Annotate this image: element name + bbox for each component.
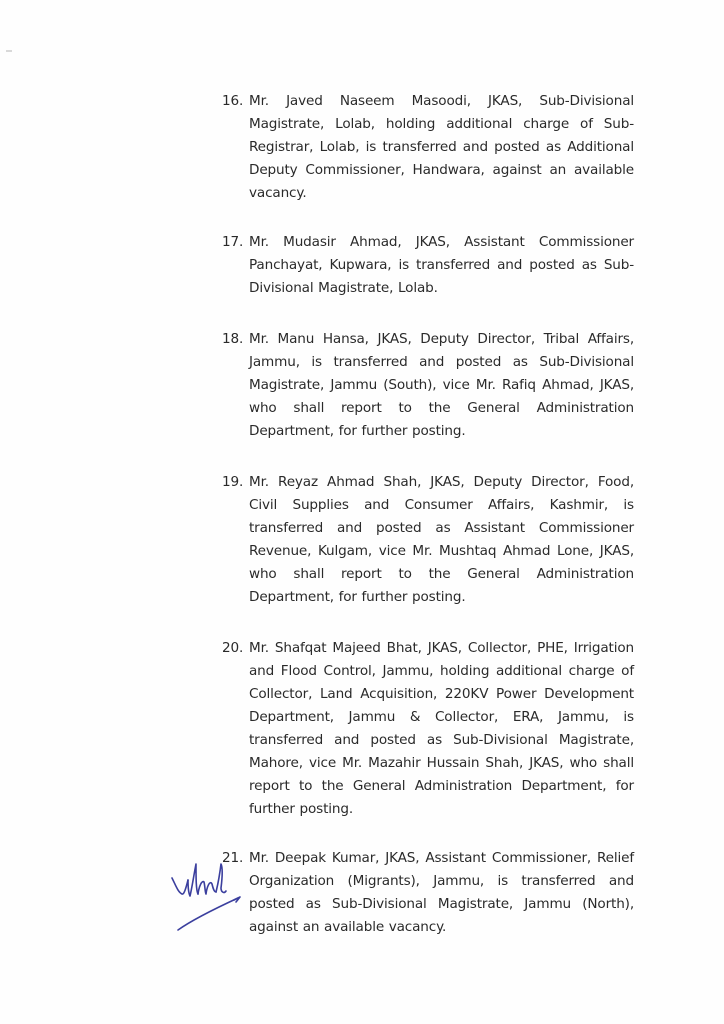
item-number: 19. bbox=[222, 474, 244, 490]
item-text: Mr. Mudasir Ahmad, JKAS, Assistant Commissioner Panchayat, Kupwara, is transferred and posted as Sub-Divisional Magistrate, Lolab. bbox=[249, 234, 634, 296]
item-number: 21. bbox=[222, 850, 244, 866]
item-text: Mr. Reyaz Ahmad Shah, JKAS, Deputy Director, Food, Civil Supplies and Consumer Affairs, Kashmir, is transferred and posted as Assistant Commissioner Revenue, Kulgam, vice Mr. Mushtaq Ahmad Lone, JKAS, who shall report to the General Administration Department, for further posting. bbox=[249, 474, 634, 605]
transfer-order-list bbox=[222, 90, 634, 965]
item-text: Mr. Deepak Kumar, JKAS, Assistant Commissioner, Relief Organization (Migrants), Jammu, is transferred and posted as Sub-Divisional Magistrate, Jammu (North), against an available vacancy. bbox=[249, 850, 634, 935]
order-item-19 bbox=[222, 471, 634, 609]
item-number: 18. bbox=[222, 331, 244, 347]
item-text: Mr. Manu Hansa, JKAS, Deputy Director, Tribal Affairs, Jammu, is transferred and posted as Sub-Divisional Magistrate, Jammu (South), vice Mr. Rafiq Ahmad, JKAS, who shall report to the General Administration Department, for further posting. bbox=[249, 331, 634, 439]
item-text: Mr. Shafqat Majeed Bhat, JKAS, Collector, PHE, Irrigation and Flood Control, Jammu, holding additional charge of Collector, Land Acquisition, 220KV Power Development Department, Jammu & Collector, ERA, Jammu, is transferred and posted as Sub-Divisional Magistrate, Mahore, vice Mr. Mazahir Hussain Shah, JKAS, who shall report to the General Administration Department, for further posting. bbox=[249, 640, 634, 817]
item-number: 16. bbox=[222, 93, 244, 109]
scan-margin-mark bbox=[6, 50, 12, 52]
item-number: 20. bbox=[222, 640, 244, 656]
signature-stroke bbox=[198, 882, 216, 894]
order-item-18 bbox=[222, 328, 634, 443]
signature-stroke bbox=[188, 864, 198, 896]
signature-stroke bbox=[178, 898, 238, 930]
signature-stroke bbox=[172, 878, 188, 894]
signature-stroke bbox=[216, 864, 226, 892]
item-text: Mr. Javed Naseem Masoodi, JKAS, Sub-Divisional Magistrate, Lolab, holding additional charge of Sub-Registrar, Lolab, is transferred and posted as Additional Deputy Commissioner, Handwara, against an available vacancy. bbox=[249, 93, 634, 201]
signature-stroke bbox=[234, 897, 240, 902]
item-number: 17. bbox=[222, 234, 244, 250]
order-item-20 bbox=[222, 637, 634, 821]
handwritten-signature bbox=[168, 858, 248, 934]
order-item-16 bbox=[222, 90, 634, 205]
order-item-21 bbox=[222, 847, 634, 939]
order-item-17 bbox=[222, 231, 634, 300]
